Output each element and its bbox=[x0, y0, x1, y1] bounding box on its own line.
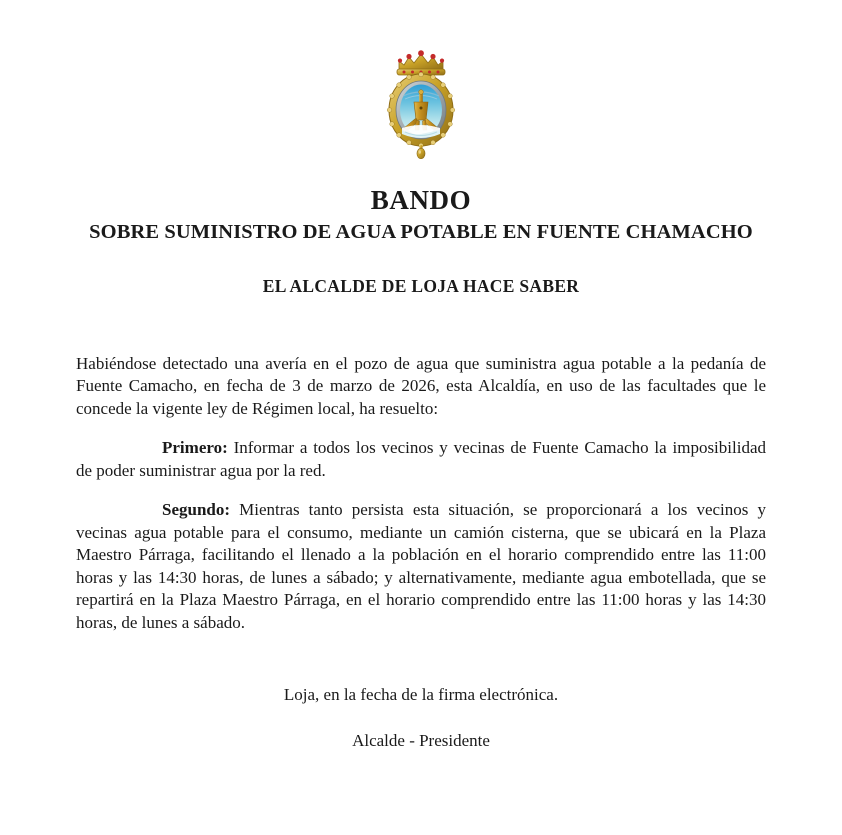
page-title: BANDO bbox=[370, 185, 472, 215]
paragraph-segundo-lead: Segundo: bbox=[162, 500, 231, 520]
paragraph-intro bbox=[76, 353, 766, 421]
declaration-heading: EL ALCALDE DE LOJA HACE SABER bbox=[262, 275, 580, 296]
crown-icon bbox=[397, 50, 445, 75]
paragraph-segundo-text: Mientras tanto persista esta situación, se proporcionará a los vecinos y vecinas agua potable para el consumo, mediante un camión cisterna, que se ubicará en la Plaza Maestro Párraga, facilitando el llenado a la población en el horario comprendido entre las 11:00 horas y las 14:30 horas, de lunes a sábado; y alternativamente, mediante agua embotellada, que se repartirá en la Plaza Maestro Párraga, en el horario comprendido entre las 11:00 horas y las 14:30 horas, de lunes a sábado. bbox=[76, 500, 766, 632]
body-text-block bbox=[76, 297, 766, 635]
paragraph-intro-text: Habiéndose detectado una avería en el pozo de agua que suministra agua potable a la pedanía de Fuente Camacho, en fecha de 3 de marzo de 2026, esta Alcaldía, en uso de las facultades que le concede la vigente ley de Régimen local, ha resuelto: bbox=[76, 353, 766, 418]
paragraph-primero bbox=[76, 437, 766, 482]
page-subtitle: SOBRE SUMINISTRO DE AGUA POTABLE EN FUENTE CHAMACHO bbox=[89, 221, 753, 244]
coat-of-arms-icon bbox=[383, 44, 459, 167]
paragraph-segundo bbox=[76, 499, 766, 634]
heading-block bbox=[0, 186, 842, 297]
place-and-date: Loja, en la fecha de la firma electrónica. bbox=[283, 685, 559, 705]
paragraph-primero-lead: Primero: bbox=[162, 438, 228, 458]
pendant-ornament bbox=[417, 145, 425, 159]
paragraph-primero-text: Informar a todos los vecinos y vecinas de Fuente Camacho la imposibilidad de poder suministrar agua por la red. bbox=[76, 438, 766, 480]
signatory-title: Alcalde - Presidente bbox=[352, 731, 490, 751]
signature-block bbox=[0, 684, 842, 752]
emblem-container bbox=[0, 0, 842, 130]
